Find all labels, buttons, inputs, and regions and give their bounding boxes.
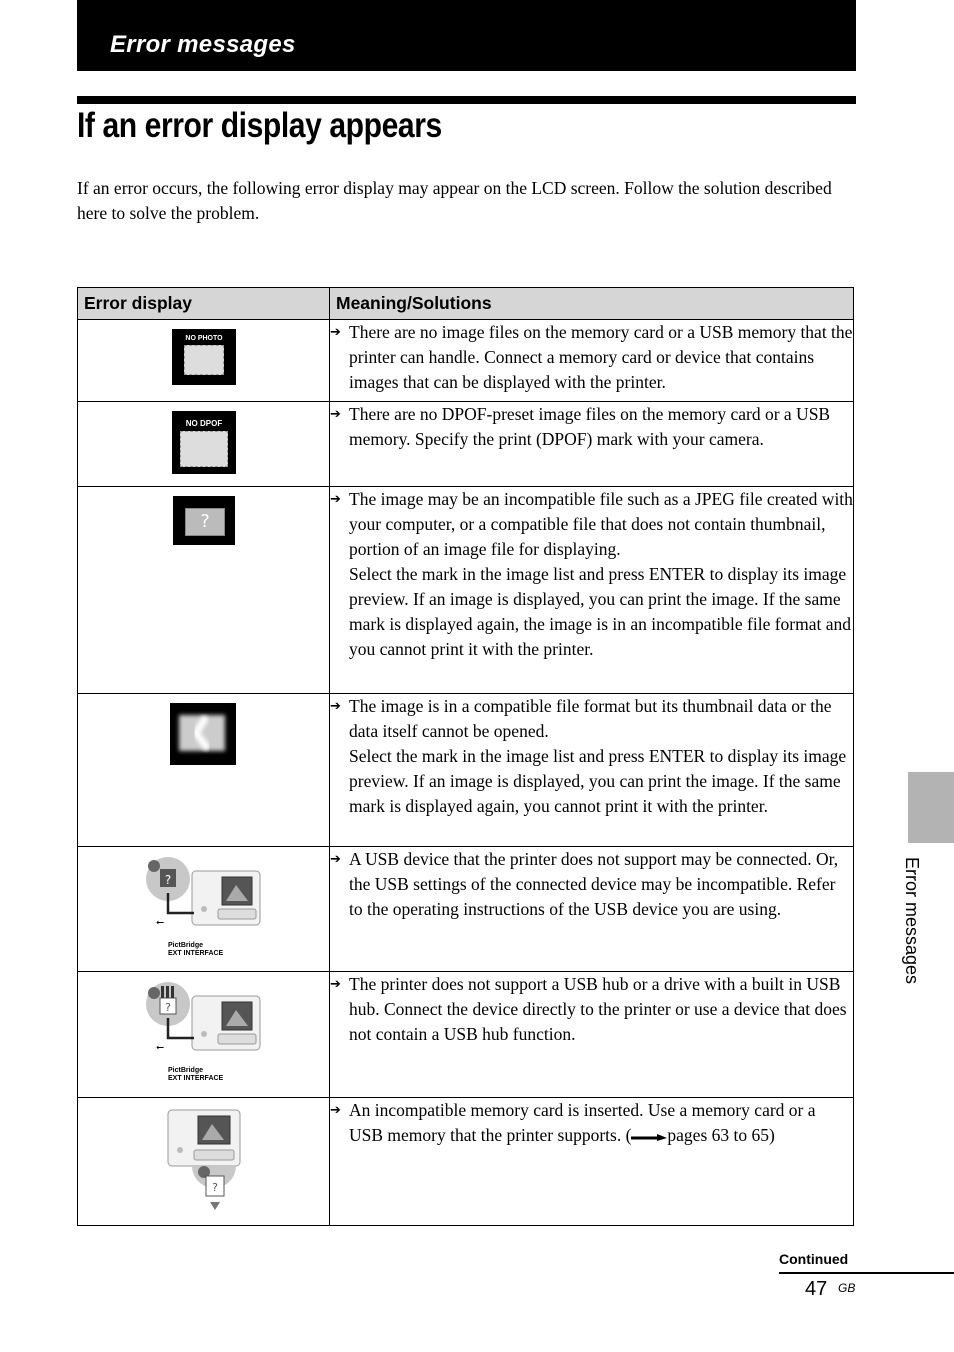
arrow-icon: ➔ — [330, 492, 341, 507]
memory-card-error-icon — [164, 1108, 244, 1214]
side-tab-marker — [908, 772, 954, 843]
solution-cell: ➔ The image may be an incompatible file such as a JPEG file created with your computer, or a compatible file that does not contain thumbnail, portion of an image file for displaying. Select the mark in the image list and press ENTER to display its image preview. If an image is displayed, you can print the image. If the same mark is displayed again, the image is in an incompatible file format and you cannot print it with the printer. — [330, 487, 854, 694]
solution-cell: ➔ An incompatible memory card is inserted. Use a memory card or a USB memory that the printer supports. ( pages 63 to 65) — [330, 1098, 854, 1226]
page-number: 47 — [805, 1278, 828, 1300]
no-dpof-icon: NO DPOF — [172, 411, 236, 474]
usb-hub-error-icon — [144, 982, 264, 1062]
table-row — [78, 1098, 854, 1226]
error-display-cell — [78, 694, 330, 847]
solution-cell: ➔ The printer does not support a USB hub or a drive with a built in USB hub. Connect the device directly to the printer or use a device that does not contain a USB hub function. — [330, 972, 854, 1098]
error-table — [77, 287, 854, 1226]
table-row — [78, 402, 854, 487]
error-display-cell: ? ⭠ PictBridge EXT INTERFACE — [78, 972, 330, 1098]
intro-paragraph: If an error occurs, the following error display may appear on the LCD screen. Follow the solution described here to solve the problem. — [77, 178, 832, 223]
section-header-bar — [77, 0, 856, 71]
error-display-cell — [78, 402, 330, 487]
page-title: If an error display appears — [77, 106, 442, 145]
arrow-icon: ➔ — [330, 699, 341, 714]
arrow-icon: ➔ — [330, 852, 341, 867]
page-reference-arrow-icon — [631, 1132, 667, 1142]
arrow-icon: ➔ — [330, 977, 341, 992]
arrow-icon: ➔ — [330, 325, 341, 340]
table-row — [78, 487, 854, 694]
error-display-cell — [78, 487, 330, 694]
side-tab-label: Error messages — [902, 857, 922, 985]
arrow-icon: ➔ — [330, 1103, 341, 1118]
table-row — [78, 320, 854, 402]
table-row — [78, 694, 854, 847]
solution-cell: ➔ There are no image files on the memory card or a USB memory that the printer can handle. Connect a memory card or device that contains images that can be displayed with the printer. — [330, 320, 854, 402]
solution-cell: ➔ The image is in a compatible file format but its thumbnail data or the data itself cannot be opened. Select the mark in the image list and press ENTER to display its image preview. If an image is displayed, you can print the image. If the same mark is displayed again, you cannot print it with the printer. — [330, 694, 854, 847]
table-row — [78, 847, 854, 972]
table-row — [78, 972, 854, 1098]
table-header-row — [78, 288, 854, 320]
arrow-icon: ➔ — [330, 407, 341, 422]
svg-text:?: ? — [212, 1181, 218, 1194]
continued-label: Continued — [779, 1251, 849, 1267]
svg-text:⭠: ⭠ — [156, 1042, 164, 1053]
page-suffix: GB — [838, 1281, 856, 1295]
section-title: Error messages — [110, 31, 296, 58]
solution-cell: ➔ A USB device that the printer does not support may be connected. Or, the USB settings of the connected device may be incompatible. Refer to the operating instructions of the USB device you are using. — [330, 847, 854, 972]
svg-text:?: ? — [164, 873, 172, 887]
column-header-meaning: Meaning/Solutions — [330, 288, 854, 320]
error-display-cell: ? ⭠ PictBridge EXT INTERFACE — [78, 847, 330, 972]
error-display-cell — [78, 1098, 330, 1226]
title-rule — [77, 96, 856, 104]
broken-image-icon — [170, 703, 236, 765]
error-display-cell — [78, 320, 330, 402]
column-header-error-display: Error display — [78, 288, 330, 320]
question-mark-thumbnail-icon: ? — [173, 496, 235, 545]
svg-text:⭠: ⭠ — [156, 917, 164, 928]
usb-device-error-icon — [144, 857, 264, 937]
no-photo-icon: NO PHOTO — [172, 329, 236, 385]
continued-rule — [779, 1272, 954, 1274]
svg-text:?: ? — [165, 1001, 171, 1014]
solution-cell: ➔ There are no DPOF-preset image files on the memory card or a USB memory. Specify the print (DPOF) mark with your camera. — [330, 402, 854, 487]
